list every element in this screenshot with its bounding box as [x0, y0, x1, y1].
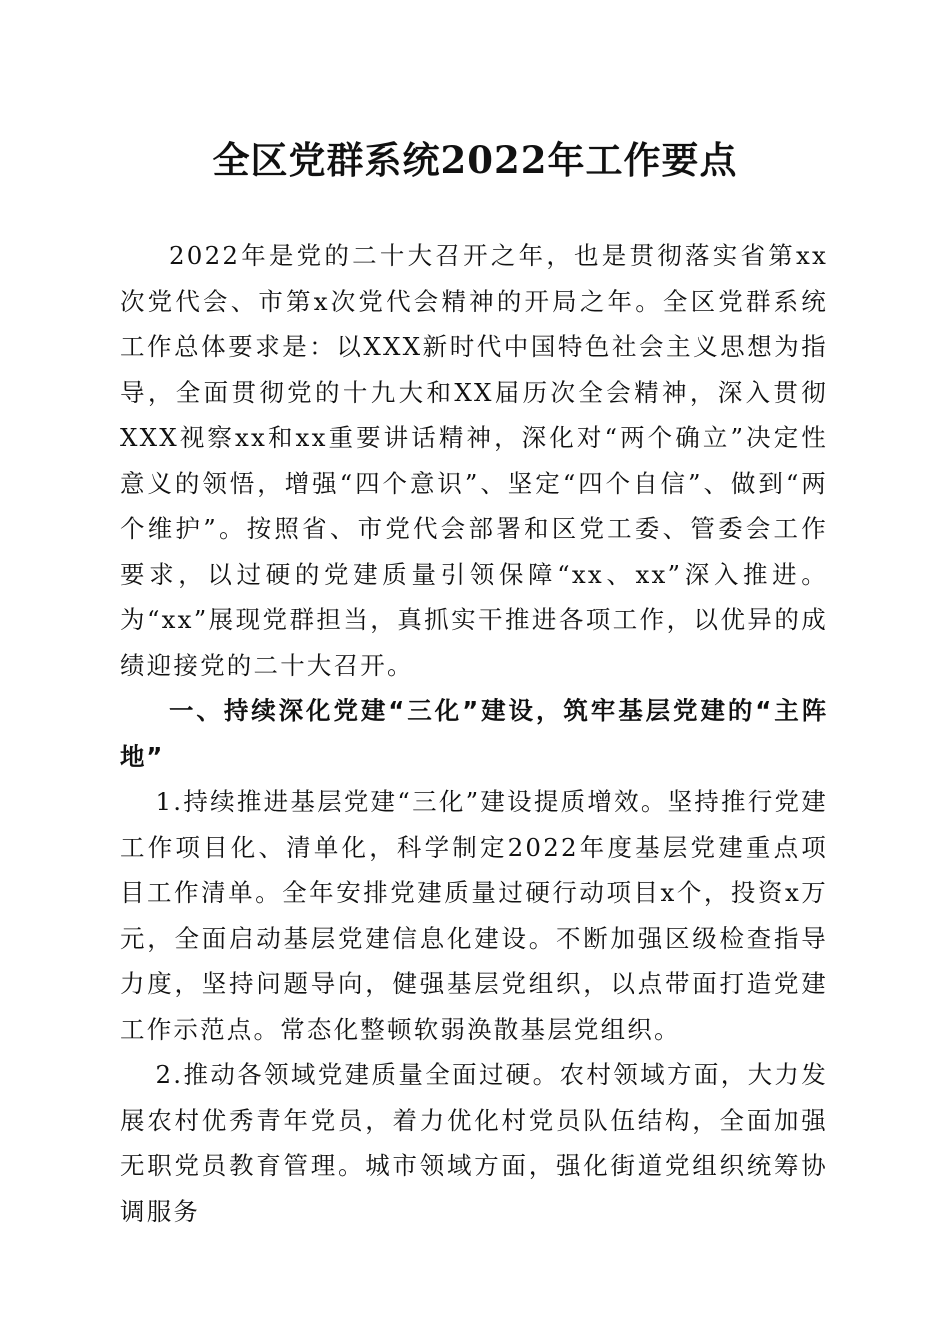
- document-title: 全区党群系统2022年工作要点: [212, 138, 738, 182]
- section-heading-1: 一、持续深化党建“三化”建设，筑牢基层党建的“主阵地”: [120, 696, 828, 771]
- section-1-item-2: 2.推动各领域党建质量全面过硬。农村领域方面，大力发展农村优秀青年党员，着力优化村党员队伍结构，全面加强无职党员教育管理。城市领域方面，强化街道党组织统筹协调服务: [120, 1060, 828, 1226]
- document-body: [120, 233, 828, 1234]
- section-1-item-1: 1.持续推进基层党建“三化”建设提质增效。坚持推行党建工作项目化、清单化，科学制定2022年度基层党建重点项目工作清单。全年安排党建质量过硬行动项目x个，投资x万元，全面启动基层党建信息化建设。不断加强区级检查指导力度，坚持问题导向，健强基层党组织，以点带面打造党建工作示范点。常态化整顿软弱涣散基层党组织。: [120, 787, 828, 1044]
- intro-paragraph: 2022年是党的二十大召开之年，也是贯彻落实省第xx次党代会、市第x次党代会精神的开局之年。全区党群系统工作总体要求是：以XXX新时代中国特色社会主义思想为指导，全面贯彻党的十九大和XX届历次全会精神，深入贯彻XXX视察xx和xx重要讲话精神，深化对“两个确立”决定性意义的领悟，增强“四个意识”、坚定“四个自信”、做到“两个维护”。按照省、市党代会部署和区党工委、管委会工作要求，以过硬的党建质量引领保障“xx、xx”深入推进。为“xx”展现党群担当，真抓实干推进各项工作，以优异的成绩迎接党的二十大召开。: [120, 241, 828, 680]
